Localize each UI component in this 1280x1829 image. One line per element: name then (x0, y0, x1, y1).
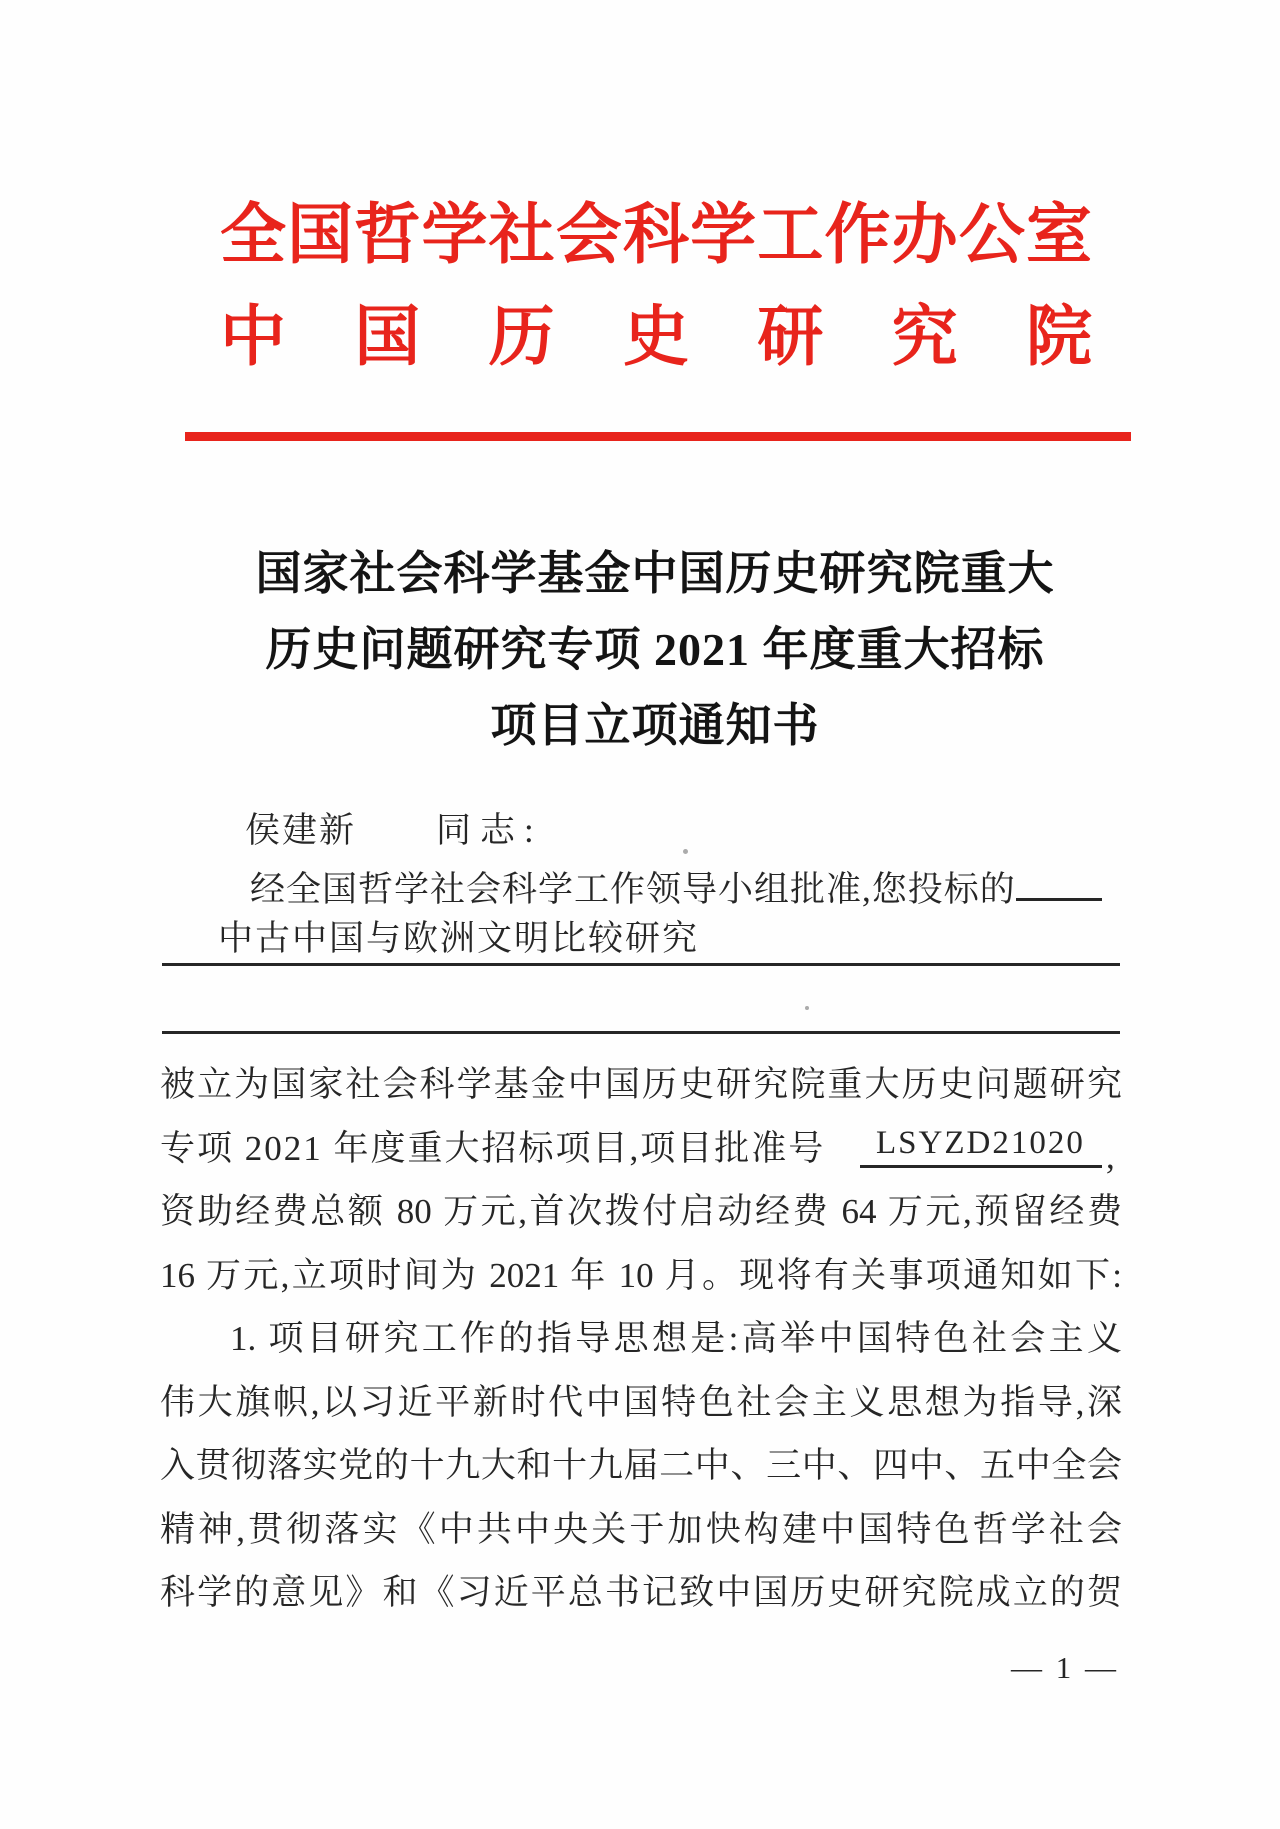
salutation (245, 803, 543, 853)
scan-artifact-dot (683, 849, 688, 854)
body-line-6: 伟大旗帜,以习近平新时代中国特色社会主义思想为指导,深 (160, 1382, 1122, 1422)
title-line-2: 历史问题研究专项 2021 年度重大招标 (265, 624, 1045, 675)
body-line-7: 入贯彻落实党的十九大和十九届二中、三中、四中、五中全会 (160, 1446, 1122, 1485)
approval-number-prefix: 专项 2021 年度重大招标项目,项目批准号 (160, 1128, 826, 1168)
body-line-3: 资助经费总额 80 万元,首次拨付启动经费 64 万元,预留经费 (160, 1192, 1122, 1231)
scan-artifact-dot (805, 1006, 809, 1010)
body-line-5: 1. 项目研究工作的指导思想是:高举中国特色社会主义 (230, 1319, 1122, 1358)
approval-sentence (160, 868, 1122, 911)
project-title-field (162, 912, 1120, 966)
approval-number-comma: , (1106, 1137, 1115, 1176)
title-line-1: 国家社会科学基金中国历史研究院重大 (255, 548, 1055, 599)
letterhead-divider-rule (185, 432, 1131, 441)
title-line-3: 项目立项通知书 (490, 700, 820, 751)
blank-underline-row (162, 978, 1120, 1034)
org-name-primary: 全国哲学社会科学工作办公室 (220, 199, 1092, 272)
approval-sentence-text: 经全国哲学社会科学工作领导小组批准,您投标的 (250, 870, 1016, 909)
project-title-text: 中古中国与欧洲文明比较研究 (218, 919, 700, 958)
body-text (160, 1053, 1122, 1625)
page-number: — 1 — (1011, 1650, 1119, 1685)
body-line-8: 精神,贯彻落实《中共中央关于加快构建中国特色哲学社会 (160, 1509, 1122, 1549)
short-blank-underline (1016, 868, 1102, 901)
org-name-secondary: 中国历史研究院 (220, 301, 1092, 374)
body-line-1: 被立为国家社会科学基金中国历史研究院重大历史问题研究 (160, 1065, 1122, 1104)
body-line-9: 科学的意见》和《习近平总书记致中国历史研究院成立的贺 (160, 1573, 1122, 1612)
body-line-4: 16 万元,立项时间为 2021 年 10 月。现将有关事项通知如下: (160, 1255, 1122, 1295)
recipient-name: 侯建新 (245, 811, 357, 850)
document-title (175, 536, 1135, 764)
approval-number-underline (860, 1165, 1102, 1168)
body-line-approval-number (160, 1117, 1122, 1181)
salutation-suffix: 同志: (436, 811, 543, 850)
approval-number: LSYZD21020 (876, 1125, 1085, 1161)
